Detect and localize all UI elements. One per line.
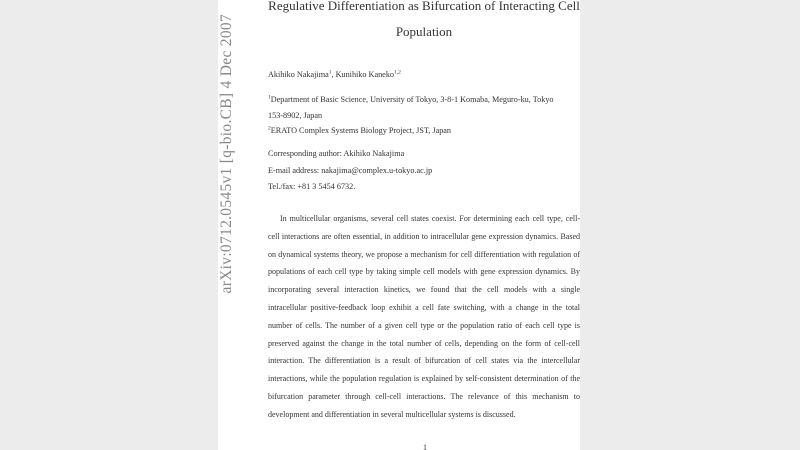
abstract-paragraph: In multicellular organisms, several cell states coexist. For determining each cell type, cell-cell interactions are often essential, in addition to intracellular gene expression dynamics. Based on dynamical systems theory, we propose a mechanism for cell differentiation with regulation of populations of each cell type by taking simple cell models with gene expression dynamics. By incorporating several interaction kinetics, we found that the cell models with a single intracellular positive-feedback loop exhibit a cell fate switching, with a change in the total number of cells. The number of a given cell type or the population ratio of each cell type is preserved against the change in the total number of cells, depending on the form of cell-cell interaction. The differentiation is a result of bifurcation of cell states via the intercellular interactions, while the population regulation is explained by self-consistent determination of the bifurcation parameter through cell-cell interactions. The relevance of this mechanism to development and differentiation in several multicellular systems is discussed. [268, 214, 580, 419]
author-2-affiliation-mark: 1,2 [394, 69, 401, 76]
affiliation-1-line-1 [268, 96, 554, 104]
tel-fax: Tel./fax: +81 3 5454 6732. [268, 182, 356, 191]
affiliation-1-text: Department of Basic Science, University of Tokyo, 3-8-1 Komaba, Meguro-ku, Tokyo [270, 95, 554, 104]
author-1: Akihiko Nakajima [268, 70, 329, 79]
affiliation-1-mark: 1 [268, 94, 271, 101]
arxiv-stamp [212, 14, 242, 294]
paper-title-line-1: Regulative Differentiation as Bifurcation of Interacting Cell [268, 0, 580, 13]
arxiv-identifier: arXiv:0712.0545v1 [q-bio.CB] 4 Dec 2007 [218, 14, 235, 294]
paper-title-line-2: Population [395, 24, 453, 39]
corresponding-author: Corresponding author: Akihiko Nakajima [268, 149, 405, 158]
author-separator: , [331, 70, 336, 79]
affiliation-2-text: ERATO Complex Systems Biology Project, JST, Japan [270, 126, 452, 135]
author-1-affiliation-mark: 1 [328, 69, 332, 76]
page-number: 1 [423, 443, 427, 450]
author-2: Kunihiko Kaneko [335, 70, 395, 79]
affiliation-2-mark: 2 [268, 125, 271, 132]
affiliation-2 [268, 127, 451, 135]
email-address: E-mail address: nakajima@complex.u-tokyo.ac.jp [268, 166, 433, 175]
affiliation-1-line-2: 153-8902, Japan [268, 111, 323, 120]
author-list [268, 71, 401, 79]
